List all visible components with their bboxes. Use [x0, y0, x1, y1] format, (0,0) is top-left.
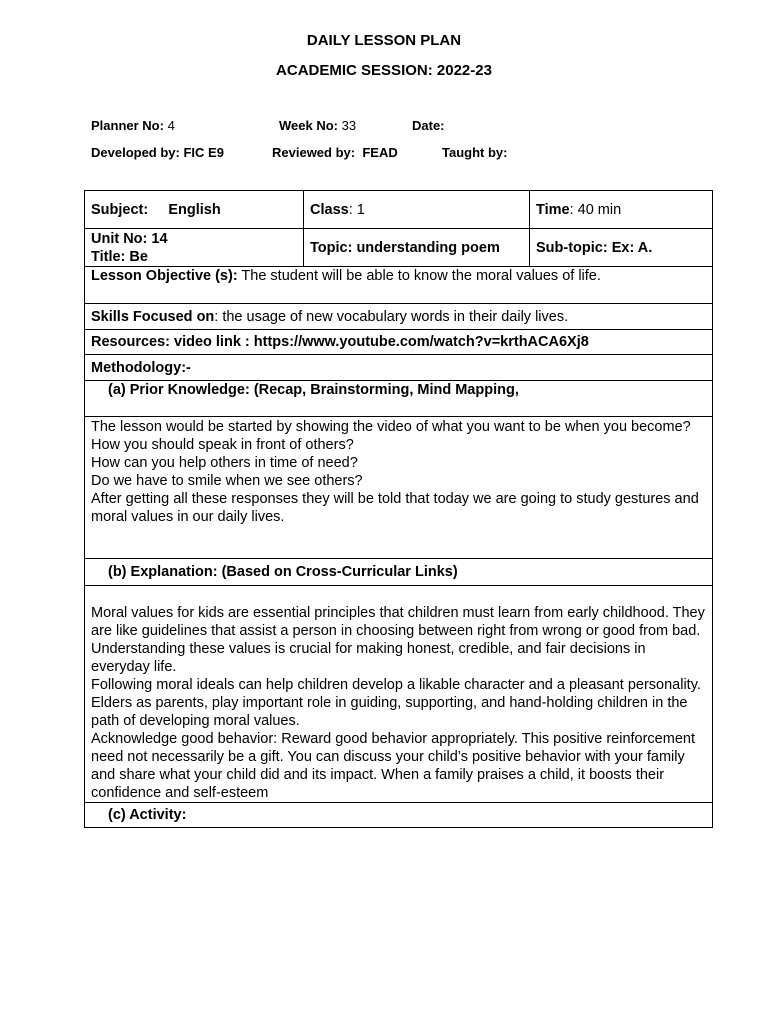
class-label: Class [310, 201, 349, 218]
table-row [85, 381, 713, 417]
document-title: DAILY LESSON PLAN [306, 32, 462, 49]
class-value: : 1 [348, 201, 365, 218]
table-row [85, 559, 713, 586]
developed-by [91, 145, 224, 160]
prior-line: Do we have to smile when we see others? [91, 473, 363, 489]
explanation-paragraph: Moral values for kids are essential principles that children must learn from early childhood. They are like guidelines that assist a person in choosing between right from wrong or good from bad. Understanding these values is crucial for making honest, credible, and fair decisions in everyday life. [91, 605, 705, 675]
week-no [279, 118, 356, 133]
objective-label: Lesson Objective (s): [91, 268, 238, 284]
planner-no [91, 118, 175, 133]
objective-value: The student will be able to know the moral values of life. [237, 268, 601, 284]
unit-value: : 14 [142, 230, 168, 247]
objective-cell [85, 267, 713, 304]
academic-session: ACADEMIC SESSION: 2022-23 [276, 62, 492, 79]
date-label: Date: [412, 118, 445, 133]
unit-cell [85, 229, 304, 267]
table-row [85, 803, 713, 828]
unit-label: Unit No [91, 230, 143, 247]
planner-no-label: Planner No: [91, 118, 164, 133]
week-no-value: 33 [338, 118, 357, 133]
prior-knowledge-content [85, 417, 713, 559]
prior-line: After getting all these responses they will be told that today we are going to study gestures and moral values in our daily lives. [91, 491, 699, 525]
class-cell [304, 191, 530, 229]
table-row [85, 586, 713, 803]
table-row [85, 191, 713, 229]
prior-line: How can you help others in time of need? [91, 455, 358, 471]
time-cell [530, 191, 713, 229]
table-row [85, 417, 713, 559]
subject-value: English [168, 201, 221, 218]
subject-label: Subject: [91, 201, 149, 218]
resources-cell: Resources: video link : https://www.youtube.com/watch?v=krthACA6Xj8 [85, 330, 713, 355]
developed-by-label: Developed by: FIC E9 [91, 145, 224, 160]
taught-by [442, 145, 507, 160]
prior-line: The lesson would be started by showing the video of what you want to be when you become? [91, 419, 691, 435]
skills-value: : the usage of new vocabulary words in their daily lives. [214, 308, 569, 325]
table-row [85, 355, 713, 381]
planner-no-value: 4 [163, 118, 175, 133]
explanation-content [85, 586, 713, 803]
explanation-paragraph: Acknowledge good behavior: Reward good behavior appropriately. This positive reinforcement need not necessarily be a gift. You can discuss your child’s positive behavior with your family and share what your child did and its impact. When a family praises a child, it boosts their confidence and self-esteem [91, 731, 695, 801]
explanation-paragraph: Following moral ideals can help children develop a likable character and a pleasant personality. Elders as parents, play important role in guiding, supporting, and hand-holding children in the path of developing moral values. [91, 677, 701, 729]
activity-heading: (c) Activity: [85, 803, 713, 828]
lesson-plan-table [84, 190, 713, 828]
time-label: Time [536, 201, 570, 218]
skills-label: Skills Focused on [91, 308, 215, 325]
prior-knowledge-heading: (a) Prior Knowledge: (Recap, Brainstorming, Mind Mapping, [85, 381, 713, 417]
reviewed-by [272, 145, 398, 160]
reviewed-by-label: Reviewed by: [272, 145, 356, 160]
time-value: : 40 min [569, 201, 622, 218]
table-row [85, 330, 713, 355]
topic-cell: Topic: understanding poem [304, 229, 530, 267]
subject-cell [85, 191, 304, 229]
skills-cell [85, 304, 713, 330]
table-row [85, 229, 713, 267]
reviewed-by-value: FEAD [362, 145, 398, 160]
subtopic-cell: Sub-topic: Ex: A. [530, 229, 713, 267]
prior-line: How you should speak in front of others? [91, 437, 354, 453]
table-row [85, 304, 713, 330]
table-row [85, 267, 713, 304]
week-no-label: Week No: [279, 118, 338, 133]
title-label: Title [91, 248, 121, 265]
methodology-cell: Methodology:- [85, 355, 713, 381]
title-value: : Be [120, 248, 148, 265]
taught-by-label: Taught by: [442, 145, 508, 160]
date-field [412, 118, 445, 133]
explanation-heading: (b) Explanation: (Based on Cross-Curricular Links) [85, 559, 713, 586]
